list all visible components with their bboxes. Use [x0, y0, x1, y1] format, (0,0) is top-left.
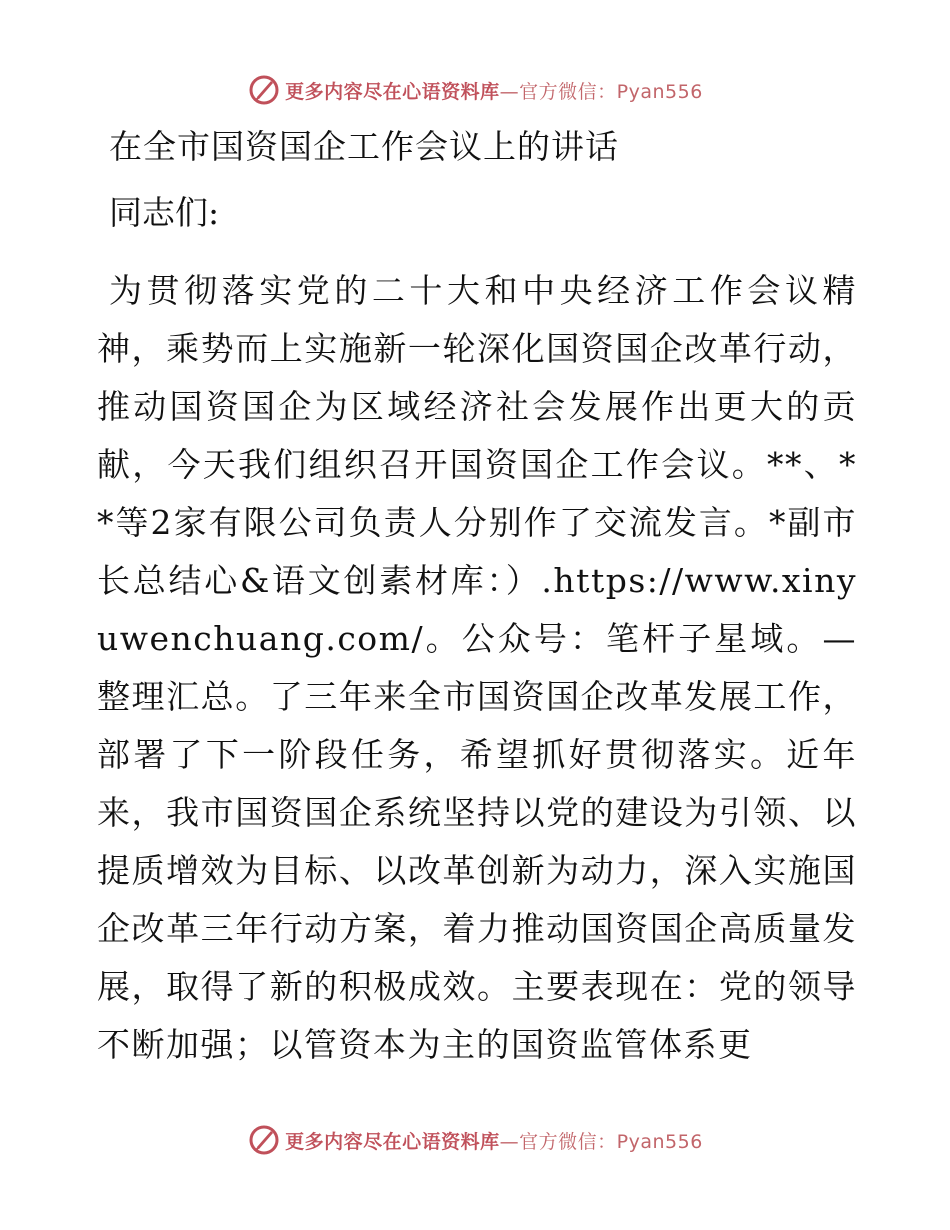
header-watermark [0, 70, 950, 110]
quill-logo-icon [247, 1123, 281, 1157]
document [97, 124, 857, 1074]
salutation: 同志们: [109, 193, 220, 232]
footer-watermark [0, 1120, 950, 1160]
body-paragraph: 为贯彻落实党的二十大和中央经济工作会议精神，乘势而上实施新一轮深化国资国企改革行动，推动国资国企为区域经济社会发展作出更大的贡献，今天我们组织召开国资国企工作会议。**、**等2家有限公司负责人分别作了交流发言。*副市长总结心&语文创素材库：）.https://www.xinyuwenchuang.com/。公众号：笔杆子星域。—整理汇总。了三年来全市国资国企改革发展工作，部署了下一阶段任务，希望抓好贯彻落实。近年来，我市国资国企系统坚持以党的建设为引领、以提质增效为目标、以改革创新为动力，深入实施国企改革三年行动方案，着力推动国资国企高质量发展，取得了新的积极成效。主要表现在：党的领导不断加强；以管资本为主的国资监管体系更 [97, 271, 857, 1064]
document-title: 在全市国资国企工作会议上的讲话 [109, 127, 619, 166]
quill-logo-icon [247, 73, 281, 107]
watermark-text: 更多内容尽在心语资料库—官方微信：Pyan556 [285, 1130, 703, 1153]
watermark-text: 更多内容尽在心语资料库—官方微信：Pyan556 [285, 80, 703, 103]
